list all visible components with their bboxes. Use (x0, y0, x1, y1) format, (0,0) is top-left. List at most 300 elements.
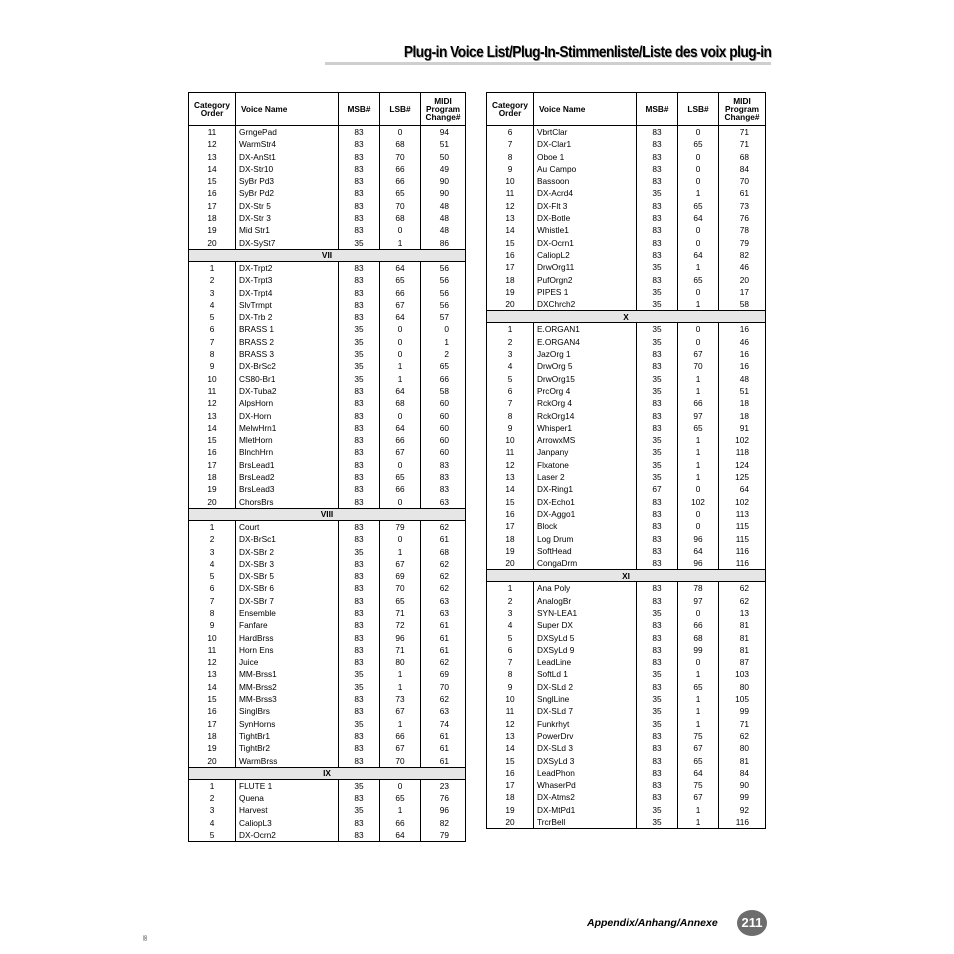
table-row (487, 471, 766, 483)
table-row (189, 360, 466, 372)
lsb-cell: 70 (678, 360, 719, 372)
table-row (487, 373, 766, 385)
msb-cell: 83 (637, 767, 678, 779)
msb-cell: 35 (339, 681, 380, 693)
table-row (487, 212, 766, 224)
program-change-cell: 61 (421, 755, 466, 768)
table-row (189, 299, 466, 311)
msb-cell: 83 (339, 126, 380, 139)
category-order-cell: 17 (189, 459, 236, 471)
msb-cell: 35 (637, 323, 678, 336)
voice-name-cell: SinglBrs (236, 705, 339, 717)
program-change-cell: 86 (421, 237, 466, 250)
category-order-cell: 13 (487, 730, 534, 742)
msb-cell: 83 (637, 742, 678, 754)
category-order-cell: 14 (487, 483, 534, 495)
table-row (487, 582, 766, 595)
table-row (189, 570, 466, 582)
lsb-cell: 68 (380, 397, 421, 409)
lsb-cell: 66 (380, 817, 421, 829)
voice-name-cell: BRASS 1 (236, 323, 339, 335)
msb-cell: 83 (637, 779, 678, 791)
msb-cell: 83 (339, 311, 380, 323)
voice-name-cell: DX-Ocrn1 (534, 237, 637, 249)
lsb-cell: 0 (678, 224, 719, 236)
category-order-cell: 10 (487, 175, 534, 187)
program-change-cell: 2 (421, 348, 466, 360)
lsb-cell: 64 (380, 261, 421, 274)
lsb-cell: 70 (380, 755, 421, 768)
category-order-cell: 8 (189, 348, 236, 360)
program-change-cell: 63 (421, 705, 466, 717)
voice-name-cell: Quena (236, 792, 339, 804)
table-row (487, 126, 766, 139)
table-row (189, 471, 466, 483)
program-change-cell: 105 (719, 693, 766, 705)
lsb-cell: 0 (380, 496, 421, 509)
msb-cell: 83 (339, 175, 380, 187)
voice-name-cell: JazOrg 1 (534, 348, 637, 360)
msb-cell: 83 (339, 705, 380, 717)
msb-cell: 35 (637, 446, 678, 458)
program-change-cell: 115 (719, 520, 766, 532)
category-order-cell: 13 (189, 410, 236, 422)
msb-cell: 83 (637, 595, 678, 607)
table-row (487, 730, 766, 742)
voice-name-cell: WarmBrss (236, 755, 339, 768)
table-row (189, 446, 466, 458)
lsb-cell: 0 (678, 323, 719, 336)
program-change-cell: 92 (719, 804, 766, 816)
voice-name-cell: Mid Str1 (236, 224, 339, 236)
program-change-cell: 68 (719, 151, 766, 163)
category-order-cell: 20 (189, 496, 236, 509)
program-change-cell: 61 (421, 533, 466, 545)
program-change-cell: 124 (719, 459, 766, 471)
msb-cell: 35 (637, 718, 678, 730)
msb-cell: 83 (339, 261, 380, 274)
category-order-cell: 5 (487, 373, 534, 385)
category-order-cell: 18 (487, 533, 534, 545)
lsb-cell: 73 (380, 693, 421, 705)
table-row (487, 249, 766, 261)
header-category-order: Category Order (487, 93, 534, 126)
table-row (487, 434, 766, 446)
table-row (487, 187, 766, 199)
voice-name-cell: BRASS 2 (236, 336, 339, 348)
category-order-cell: 6 (487, 126, 534, 139)
voice-name-cell: Harvest (236, 804, 339, 816)
lsb-cell: 68 (678, 632, 719, 644)
category-order-cell: 4 (487, 619, 534, 631)
program-change-cell: 94 (421, 126, 466, 139)
lsb-cell: 1 (380, 360, 421, 372)
msb-cell: 83 (339, 397, 380, 409)
voice-name-cell: DX-SySt7 (236, 237, 339, 250)
voice-name-cell: DX-BrSc1 (236, 533, 339, 545)
voice-name-cell: SoftHead (534, 545, 637, 557)
table-row (487, 791, 766, 803)
msb-cell: 35 (339, 779, 380, 792)
lsb-cell: 75 (678, 730, 719, 742)
table-row (487, 410, 766, 422)
category-order-cell: 1 (189, 779, 236, 792)
msb-cell: 83 (339, 200, 380, 212)
table-row (189, 705, 466, 717)
table-row (189, 779, 466, 792)
category-order-cell: 12 (487, 718, 534, 730)
table-row (487, 323, 766, 336)
table-row (487, 557, 766, 570)
lsb-cell: 0 (678, 483, 719, 495)
msb-cell: 83 (637, 126, 678, 139)
program-change-cell: 64 (719, 483, 766, 495)
msb-cell: 83 (339, 163, 380, 175)
voice-name-cell: DX-SLd 2 (534, 681, 637, 693)
msb-cell: 35 (339, 237, 380, 250)
program-change-cell: 56 (421, 299, 466, 311)
msb-cell: 35 (637, 286, 678, 298)
program-change-cell: 62 (421, 520, 466, 533)
category-order-cell: 2 (189, 792, 236, 804)
voice-name-cell: Ensemble (236, 607, 339, 619)
msb-cell: 83 (637, 496, 678, 508)
category-order-cell: 1 (487, 582, 534, 595)
program-change-cell: 60 (421, 397, 466, 409)
voice-name-cell: TightBr2 (236, 742, 339, 754)
lsb-cell: 1 (380, 373, 421, 385)
voice-name-cell: E.ORGAN1 (534, 323, 637, 336)
program-change-cell: 76 (421, 792, 466, 804)
msb-cell: 83 (637, 533, 678, 545)
program-change-cell: 74 (421, 718, 466, 730)
voice-name-cell: Flxatone (534, 459, 637, 471)
voice-name-cell: RckOrg 4 (534, 397, 637, 409)
voice-name-cell: Au Campo (534, 163, 637, 175)
voice-name-cell: MM-Brss2 (236, 681, 339, 693)
table-row (487, 533, 766, 545)
program-change-cell: 125 (719, 471, 766, 483)
table-row (189, 373, 466, 385)
voice-name-cell: HardBrss (236, 632, 339, 644)
msb-cell: 83 (637, 545, 678, 557)
lsb-cell: 66 (380, 163, 421, 175)
program-change-cell: 91 (719, 422, 766, 434)
category-order-cell: 17 (487, 779, 534, 791)
program-change-cell: 60 (421, 422, 466, 434)
lsb-cell: 64 (678, 545, 719, 557)
voice-name-cell: PufOrgn2 (534, 274, 637, 286)
table-row (487, 607, 766, 619)
lsb-cell: 65 (380, 595, 421, 607)
msb-cell: 83 (637, 274, 678, 286)
table-row (487, 483, 766, 495)
program-change-cell: 82 (421, 817, 466, 829)
category-order-cell: 20 (487, 816, 534, 829)
program-change-cell: 18 (719, 397, 766, 409)
page-title: Plug-in Voice List/Plug-In-Stimmenliste/Liste des voix plug-in (403, 44, 771, 61)
lsb-cell: 0 (380, 224, 421, 236)
table-row (189, 323, 466, 335)
msb-cell: 83 (637, 644, 678, 656)
category-order-cell: 19 (189, 742, 236, 754)
program-change-cell: 16 (719, 348, 766, 360)
msb-cell: 83 (339, 187, 380, 199)
msb-cell: 35 (637, 816, 678, 829)
program-change-cell: 56 (421, 287, 466, 299)
voice-name-cell: CaliopL3 (236, 817, 339, 829)
lsb-cell: 1 (678, 804, 719, 816)
msb-cell: 83 (339, 274, 380, 286)
program-change-cell: 87 (719, 656, 766, 668)
voice-name-cell: TightBr1 (236, 730, 339, 742)
table-row (487, 446, 766, 458)
program-change-cell: 78 (719, 224, 766, 236)
table-row (189, 175, 466, 187)
msb-cell: 35 (637, 459, 678, 471)
category-order-cell: 3 (189, 287, 236, 299)
lsb-cell: 0 (380, 336, 421, 348)
msb-cell: 83 (339, 434, 380, 446)
table-row (189, 533, 466, 545)
lsb-cell: 80 (380, 656, 421, 668)
voice-name-cell: DX-Str 5 (236, 200, 339, 212)
voice-name-cell: DX-SLd 7 (534, 705, 637, 717)
voice-name-cell: SlvTrmpt (236, 299, 339, 311)
category-order-cell: 9 (487, 163, 534, 175)
program-change-cell: 116 (719, 545, 766, 557)
program-change-cell: 62 (421, 693, 466, 705)
category-order-cell: 18 (487, 791, 534, 803)
msb-cell: 83 (339, 829, 380, 842)
table-row (487, 767, 766, 779)
msb-cell: 83 (339, 558, 380, 570)
lsb-cell: 64 (380, 422, 421, 434)
category-order-cell: 18 (487, 274, 534, 286)
header-msb: MSB# (637, 93, 678, 126)
table-row (487, 261, 766, 273)
msb-cell: 35 (339, 668, 380, 680)
program-change-cell: 60 (421, 446, 466, 458)
program-change-cell: 63 (421, 496, 466, 509)
lsb-cell: 70 (380, 582, 421, 594)
lsb-cell: 1 (678, 459, 719, 471)
lsb-cell: 1 (380, 718, 421, 730)
voice-name-cell: DXSyLd 3 (534, 755, 637, 767)
lsb-cell: 66 (380, 483, 421, 495)
program-change-cell: 116 (719, 816, 766, 829)
lsb-cell: 64 (678, 767, 719, 779)
program-change-cell: 81 (719, 619, 766, 631)
msb-cell: 83 (339, 151, 380, 163)
table-row (487, 779, 766, 791)
category-order-cell: 4 (189, 558, 236, 570)
msb-cell: 83 (637, 249, 678, 261)
table-row (487, 274, 766, 286)
table-header (189, 93, 466, 126)
category-order-cell: 19 (487, 804, 534, 816)
lsb-cell: 78 (678, 582, 719, 595)
table-row (487, 742, 766, 754)
voice-name-cell: Log Drum (534, 533, 637, 545)
table-row (189, 644, 466, 656)
voice-name-cell: DX-SBr 7 (236, 595, 339, 607)
program-change-cell: 63 (421, 607, 466, 619)
lsb-cell: 71 (380, 607, 421, 619)
voice-name-cell: BRASS 3 (236, 348, 339, 360)
table-row (487, 298, 766, 311)
category-section-row (189, 249, 466, 261)
category-order-cell: 9 (189, 619, 236, 631)
category-order-cell: 3 (487, 607, 534, 619)
msb-cell: 35 (637, 187, 678, 199)
category-order-cell: 16 (487, 767, 534, 779)
lsb-cell: 0 (380, 348, 421, 360)
voice-name-cell: DX-Horn (236, 410, 339, 422)
program-change-cell: 102 (719, 434, 766, 446)
category-order-cell: 2 (487, 336, 534, 348)
voice-name-cell: DX-Acrd4 (534, 187, 637, 199)
lsb-cell: 1 (678, 705, 719, 717)
category-order-cell: 3 (487, 348, 534, 360)
page-number-badge: 211 (737, 910, 767, 936)
msb-cell: 35 (637, 471, 678, 483)
program-change-cell: 58 (421, 385, 466, 397)
msb-cell: 35 (637, 385, 678, 397)
lsb-cell: 66 (380, 434, 421, 446)
table-row (487, 508, 766, 520)
category-order-cell: 4 (487, 360, 534, 372)
header-program-change: MIDI Program Change# (421, 93, 466, 126)
table-row (487, 816, 766, 829)
category-order-cell: 19 (487, 545, 534, 557)
table-row (189, 632, 466, 644)
category-order-cell: 14 (189, 422, 236, 434)
voice-name-cell: WhaserPd (534, 779, 637, 791)
category-order-cell: 1 (189, 520, 236, 533)
table-row (189, 718, 466, 730)
msb-cell: 83 (339, 656, 380, 668)
voice-name-cell: ArrowxMS (534, 434, 637, 446)
program-change-cell: 80 (719, 742, 766, 754)
msb-cell: 35 (339, 804, 380, 816)
msb-cell: 83 (339, 570, 380, 582)
program-change-cell: 49 (421, 163, 466, 175)
msb-cell: 67 (637, 483, 678, 495)
table-row (189, 792, 466, 804)
voice-name-cell: DX-Aggo1 (534, 508, 637, 520)
lsb-cell: 64 (380, 829, 421, 842)
lsb-cell: 99 (678, 644, 719, 656)
category-order-cell: 5 (487, 632, 534, 644)
lsb-cell: 66 (678, 619, 719, 631)
voice-name-cell: AnalogBr (534, 595, 637, 607)
voice-name-cell: SyBr Pd2 (236, 187, 339, 199)
lsb-cell: 0 (678, 520, 719, 532)
lsb-cell: 1 (678, 446, 719, 458)
voice-name-cell: DX-Echo1 (534, 496, 637, 508)
program-change-cell: 62 (421, 570, 466, 582)
voice-name-cell: E.ORGAN4 (534, 336, 637, 348)
voice-name-cell: PowerDrv (534, 730, 637, 742)
msb-cell: 83 (339, 299, 380, 311)
msb-cell: 83 (637, 410, 678, 422)
category-order-cell: 16 (487, 508, 534, 520)
lsb-cell: 65 (380, 471, 421, 483)
table-row (487, 175, 766, 187)
lsb-cell: 1 (678, 693, 719, 705)
category-order-cell: 5 (189, 829, 236, 842)
program-change-cell: 16 (719, 360, 766, 372)
msb-cell: 83 (339, 212, 380, 224)
lsb-cell: 65 (678, 200, 719, 212)
table-row (487, 151, 766, 163)
lsb-cell: 65 (678, 274, 719, 286)
category-label: IX (189, 767, 466, 779)
table-row (189, 126, 466, 139)
msb-cell: 83 (637, 163, 678, 175)
program-change-cell: 81 (719, 632, 766, 644)
program-change-cell: 51 (421, 138, 466, 150)
program-change-cell: 0 (421, 323, 466, 335)
msb-cell: 83 (339, 644, 380, 656)
msb-cell: 83 (339, 693, 380, 705)
lsb-cell: 0 (380, 459, 421, 471)
category-order-cell: 15 (487, 237, 534, 249)
lsb-cell: 70 (380, 200, 421, 212)
category-order-cell: 10 (487, 434, 534, 446)
lsb-cell: 67 (380, 446, 421, 458)
header-msb: MSB# (339, 93, 380, 126)
category-order-cell: 10 (487, 693, 534, 705)
msb-cell: 35 (339, 360, 380, 372)
table-row (487, 360, 766, 372)
lsb-cell: 1 (678, 261, 719, 273)
category-order-cell: 3 (189, 804, 236, 816)
category-label: X (487, 311, 766, 323)
category-order-cell: 15 (189, 434, 236, 446)
category-order-cell: 11 (189, 644, 236, 656)
category-order-cell: 11 (189, 126, 236, 139)
voice-name-cell: DX-Clar1 (534, 138, 637, 150)
lsb-cell: 0 (678, 151, 719, 163)
msb-cell: 83 (339, 595, 380, 607)
category-order-cell: 20 (189, 755, 236, 768)
program-change-cell: 103 (719, 668, 766, 680)
voice-name-cell: DX-SBr 3 (236, 558, 339, 570)
category-order-cell: 10 (189, 632, 236, 644)
program-change-cell: 51 (719, 385, 766, 397)
program-change-cell: 1 (421, 336, 466, 348)
program-change-cell: 80 (719, 681, 766, 693)
category-order-cell: 8 (487, 668, 534, 680)
lsb-cell: 66 (380, 175, 421, 187)
header-category-order: Category Order (189, 93, 236, 126)
category-order-cell: 13 (189, 151, 236, 163)
msb-cell: 83 (637, 619, 678, 631)
msb-cell: 83 (637, 348, 678, 360)
lsb-cell: 65 (678, 422, 719, 434)
voice-name-cell: WarmStr4 (236, 138, 339, 150)
category-order-cell: 14 (487, 742, 534, 754)
category-order-cell: 16 (189, 705, 236, 717)
msb-cell: 35 (637, 261, 678, 273)
voice-name-cell: DX-Atms2 (534, 791, 637, 803)
lsb-cell: 70 (380, 151, 421, 163)
voice-name-cell: DrwOrg15 (534, 373, 637, 385)
lsb-cell: 0 (678, 163, 719, 175)
category-order-cell: 7 (487, 397, 534, 409)
